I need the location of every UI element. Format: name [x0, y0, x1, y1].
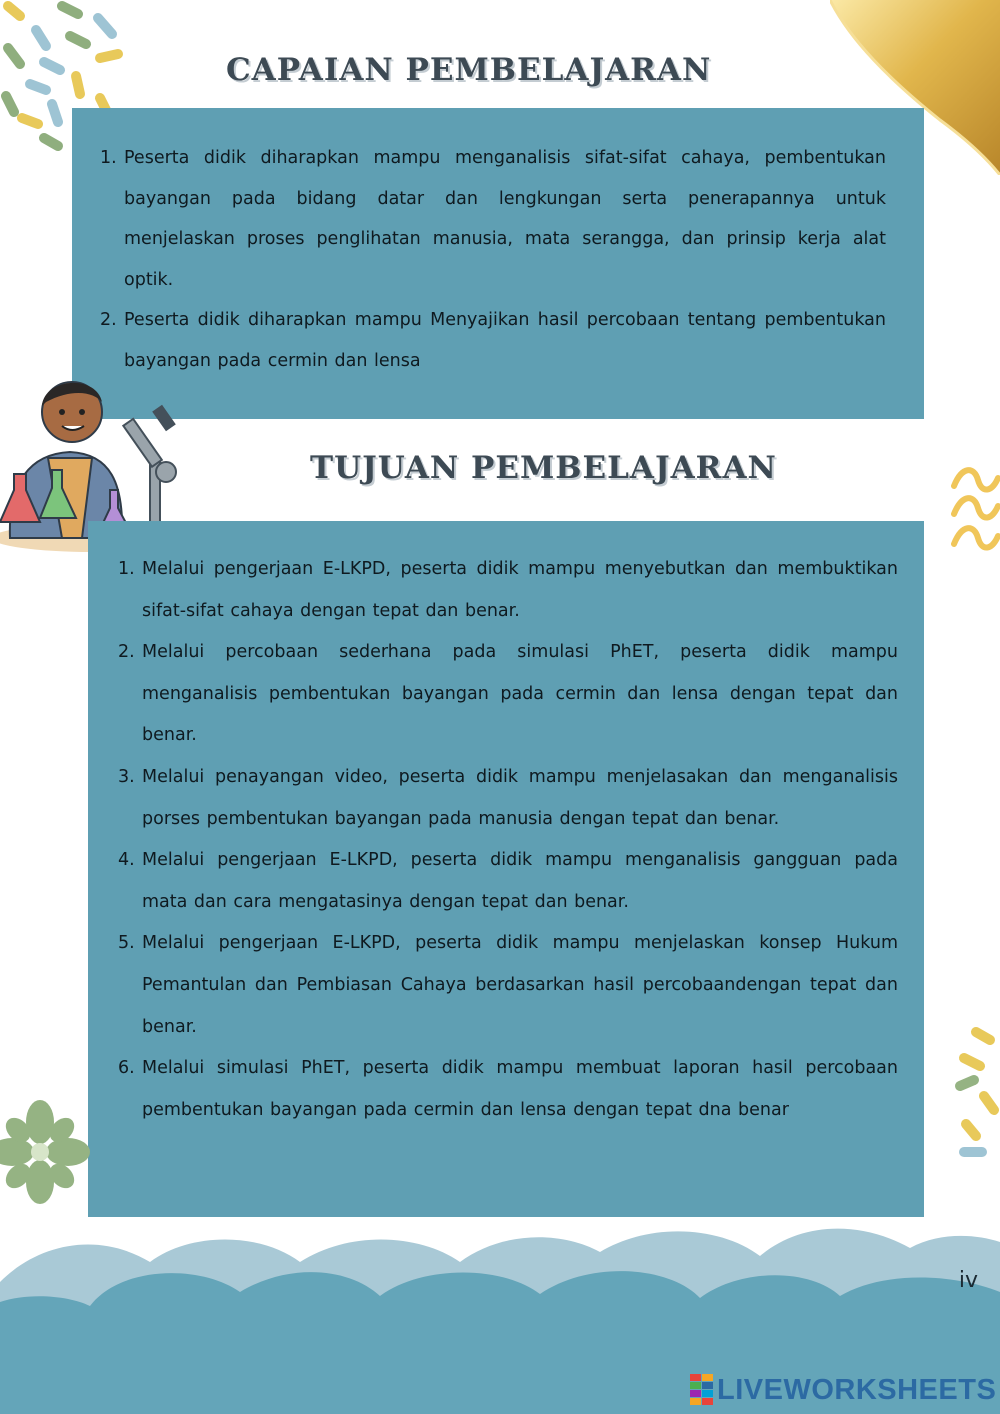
page-number: iv [958, 1268, 978, 1293]
tujuan-heading: TUJUAN PEMBELAJARAN [310, 450, 777, 486]
list-item: 1. Peserta didik diharapkan mampu menganalisis sifat-sifat cahaya, pembentukan bayangan pada bidang datar dan lengkungan serta penerapannya untuk menjelaskan proses penglihatan manusia, mata serangga, dan prinsip kerja alat optik. [100, 148, 886, 290]
wave-decoration-right [950, 462, 1000, 554]
list-item: 5. Melalui pengerjaan E-LKPD, peserta didik mampu menjelaskan konsep Hukum Pemantulan dan Pembiasan Cahaya berdasarkan hasil percobaandengan tepat dan benar. [118, 933, 898, 1037]
list-item: 6. Melalui simulasi PhET, peserta didik mampu membuat laporan hasil percobaan pembentukan bayangan pada cermin dan lensa dengan tepat dna benar [118, 1058, 898, 1120]
tujuan-panel [88, 521, 924, 1217]
list-item: 4. Melalui pengerjaan E-LKPD, peserta didik mampu menganalisis gangguan pada mata dan cara mengatasinya dengan tepat dan benar. [118, 850, 898, 912]
list-item: 2. Peserta didik diharapkan mampu Menyajikan hasil percobaan tentang pembentukan bayangan pada cermin dan lensa [100, 310, 886, 371]
capaian-heading: CAPAIAN PEMBELAJARAN [226, 52, 712, 88]
liveworksheets-logo[interactable] [690, 1372, 996, 1408]
capaian-list [100, 138, 886, 381]
flower-decoration-left [0, 1100, 90, 1210]
confetti-decoration-right [950, 1024, 1000, 1164]
list-item: 1. Melalui pengerjaan E-LKPD, peserta didik mampu menyebutkan dan membuktikan sifat-sifat cahaya dengan tepat dan benar. [118, 559, 898, 621]
list-item: 3. Melalui penayangan video, peserta didik mampu menjelasakan dan menganalisis porses pembentukan bayangan pada manusia dengan tepat dan benar. [118, 766, 898, 829]
live-squares-icon [690, 1374, 714, 1406]
list-item: 2. Melalui percobaan sederhana pada simulasi PhET, peserta didik mampu menganalisis pembentukan bayangan pada cermin dan lensa dengan tepat dan benar. [118, 642, 898, 746]
brand-name: LIVEWORKSHEETS [717, 1373, 997, 1406]
tujuan-list [118, 549, 898, 1131]
